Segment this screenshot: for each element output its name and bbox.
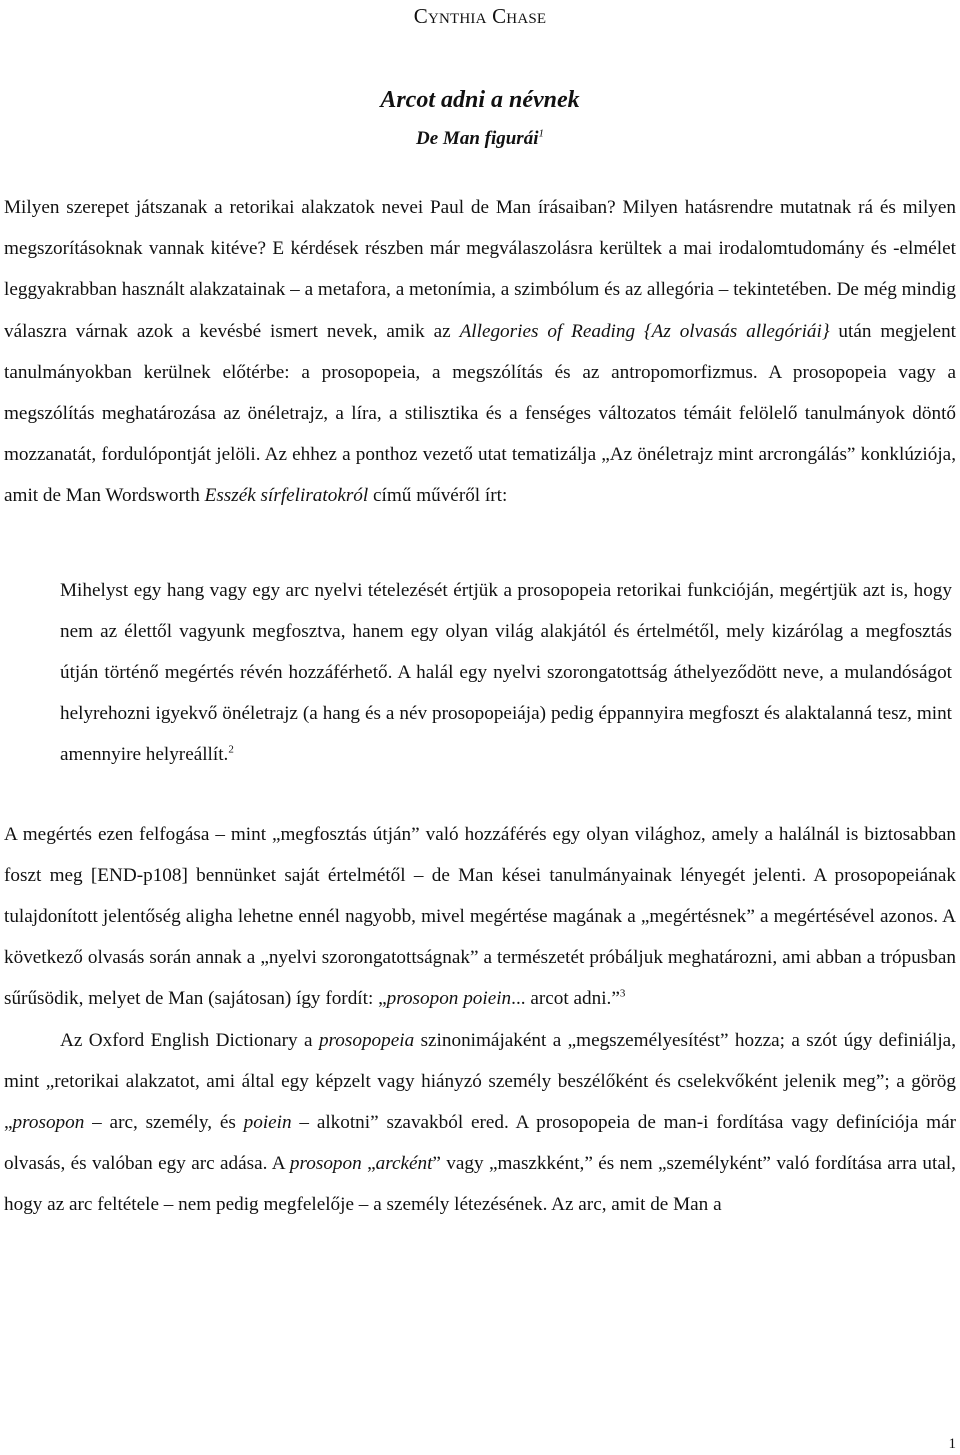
italic-title-allegories: Allegories of Reading {Az olvasás allegóriái} <box>459 320 830 342</box>
text-run: Milyen szerepet játszanak a retorikai alakzatok nevei Paul de Man írásaiban? Milyen hatásrendre mutatnak rá és milyen megszorításoknak vannak kitéve? E kérdések részben már megválaszolásra kerültek a mai irodalomtudomány és -elmélet leggyakrabban használt alakzatainak – a metafora, a metonímia, a szimbólum és az allegória – tekintetében. De még mindig válaszra várnak azok a kevésbé ismert nevek, amik az <box>4 197 956 342</box>
page-number: 1 <box>948 1436 956 1452</box>
text-run: szinonimájaként a „megszemélyesítést” hozza; a szót úgy definiálja, mint „retorikai alakzatot, ami által egy képzelt vagy hiányzó személy beszélőként és cselekvőként jelenik meg”; a görög „ <box>4 1029 956 1134</box>
italic-greek-phrase: prosopon poiein <box>386 988 512 1010</box>
article-title: Arcot adni a névnek <box>380 87 580 113</box>
quote-text: Mihelyst egy hang vagy egy arc nyelvi tételezését értjük a prosopopeia retorikai funkcióján, megértjük azt is, hogy nem az élettől vagyunk megfosztva, hanem egy olyan világ alakjától és értelmétől, mely kizárólag a megfosztás útján történő megértés révén hozzáférhető. A halál egy nyelvi szorongatottság áthelyeződött neve, a mulandóságot helyrehozni igyekvő önéletrajz (a hang és a név prosopopeiája) pedig éppannyira megfoszt és alaktalanná tesz, mint amennyire helyreállít. <box>60 579 952 766</box>
text-run: – arc, személy, és <box>84 1112 244 1134</box>
text-run: című művéről írt: <box>368 485 508 507</box>
italic-term: prosopon <box>12 1112 85 1134</box>
text-run: „ <box>361 1153 376 1175</box>
article-subtitle <box>4 127 956 151</box>
block-quote <box>60 570 952 776</box>
text-run: Az Oxford English Dictionary a <box>60 1029 319 1051</box>
text-run: A megértés ezen felfogása – mint „megfosztás útján” való hozzáférés egy olyan világhoz, amely a halálnál is biztosabban foszt meg [END-p108] bennünket saját értelmétől – de Man kései tanulmányainak lényegét jelenti. A prosopopeiának tulajdonított jelentőség aligha lehetne ennél nagyobb, mivel megértése magának a „megértésnek” a megértésével azonos. A következő olvasás során annak a „nyelvi szorongatottságnak” a természetét próbáljuk meghatározni, ami abban a trópusban sűrűsödik, melyet de Man (sajátosan) így fordít: „ <box>4 823 956 1010</box>
italic-term: prosopopeia <box>318 1029 415 1051</box>
italic-term: prosopon <box>289 1153 362 1175</box>
text-run: ” vagy „maszkként,” és nem „személyként” való fordítása arra utal, hogy az arc feltétele – nem pedig megfelelője – a személy létezésének. Az arc, amit de Man a <box>4 1153 956 1216</box>
text-run: – alkotni” szavakból ered. A prosopopeia de man-i fordítása vagy definíciója már olvasás, és valóban egy arc adása. A <box>4 1112 956 1175</box>
italic-title-essays: Esszék sírfeliratokról <box>204 485 369 507</box>
paragraph-oed <box>4 1020 956 1226</box>
subtitle-text: De Man figurái <box>416 128 539 149</box>
italic-term: arcként <box>375 1153 433 1175</box>
footnote-ref-1[interactable]: 1 <box>538 127 544 140</box>
footnote-ref-3[interactable]: 3 <box>619 988 626 1001</box>
footnote-ref-2[interactable]: 2 <box>228 744 234 757</box>
text-run: után megjelent tanulmányokban kerülnek előtérbe: a prosopopeia, a megszólítás és az antropomorfizmus. A prosopopeia vagy a megszólítás meghatározása az önéletrajz, a líra, a stilisztika és a fenséges változatos témáit felölelő tanulmányok döntő mozzanatát, fordulópontját jelöli. Az ehhez a ponthoz vezető utat tematizálja „Az önéletrajz mint arcrongálás” konklúziója, amit de Man Wordsworth <box>4 320 956 507</box>
paragraph-intro <box>4 187 956 517</box>
text-run: ... arcot adni.” <box>511 988 620 1010</box>
running-head-author: Cynthia Chase <box>413 4 547 28</box>
paragraph-understanding <box>4 814 956 1020</box>
document-page <box>4 0 956 1226</box>
italic-term: poiein <box>243 1112 292 1134</box>
